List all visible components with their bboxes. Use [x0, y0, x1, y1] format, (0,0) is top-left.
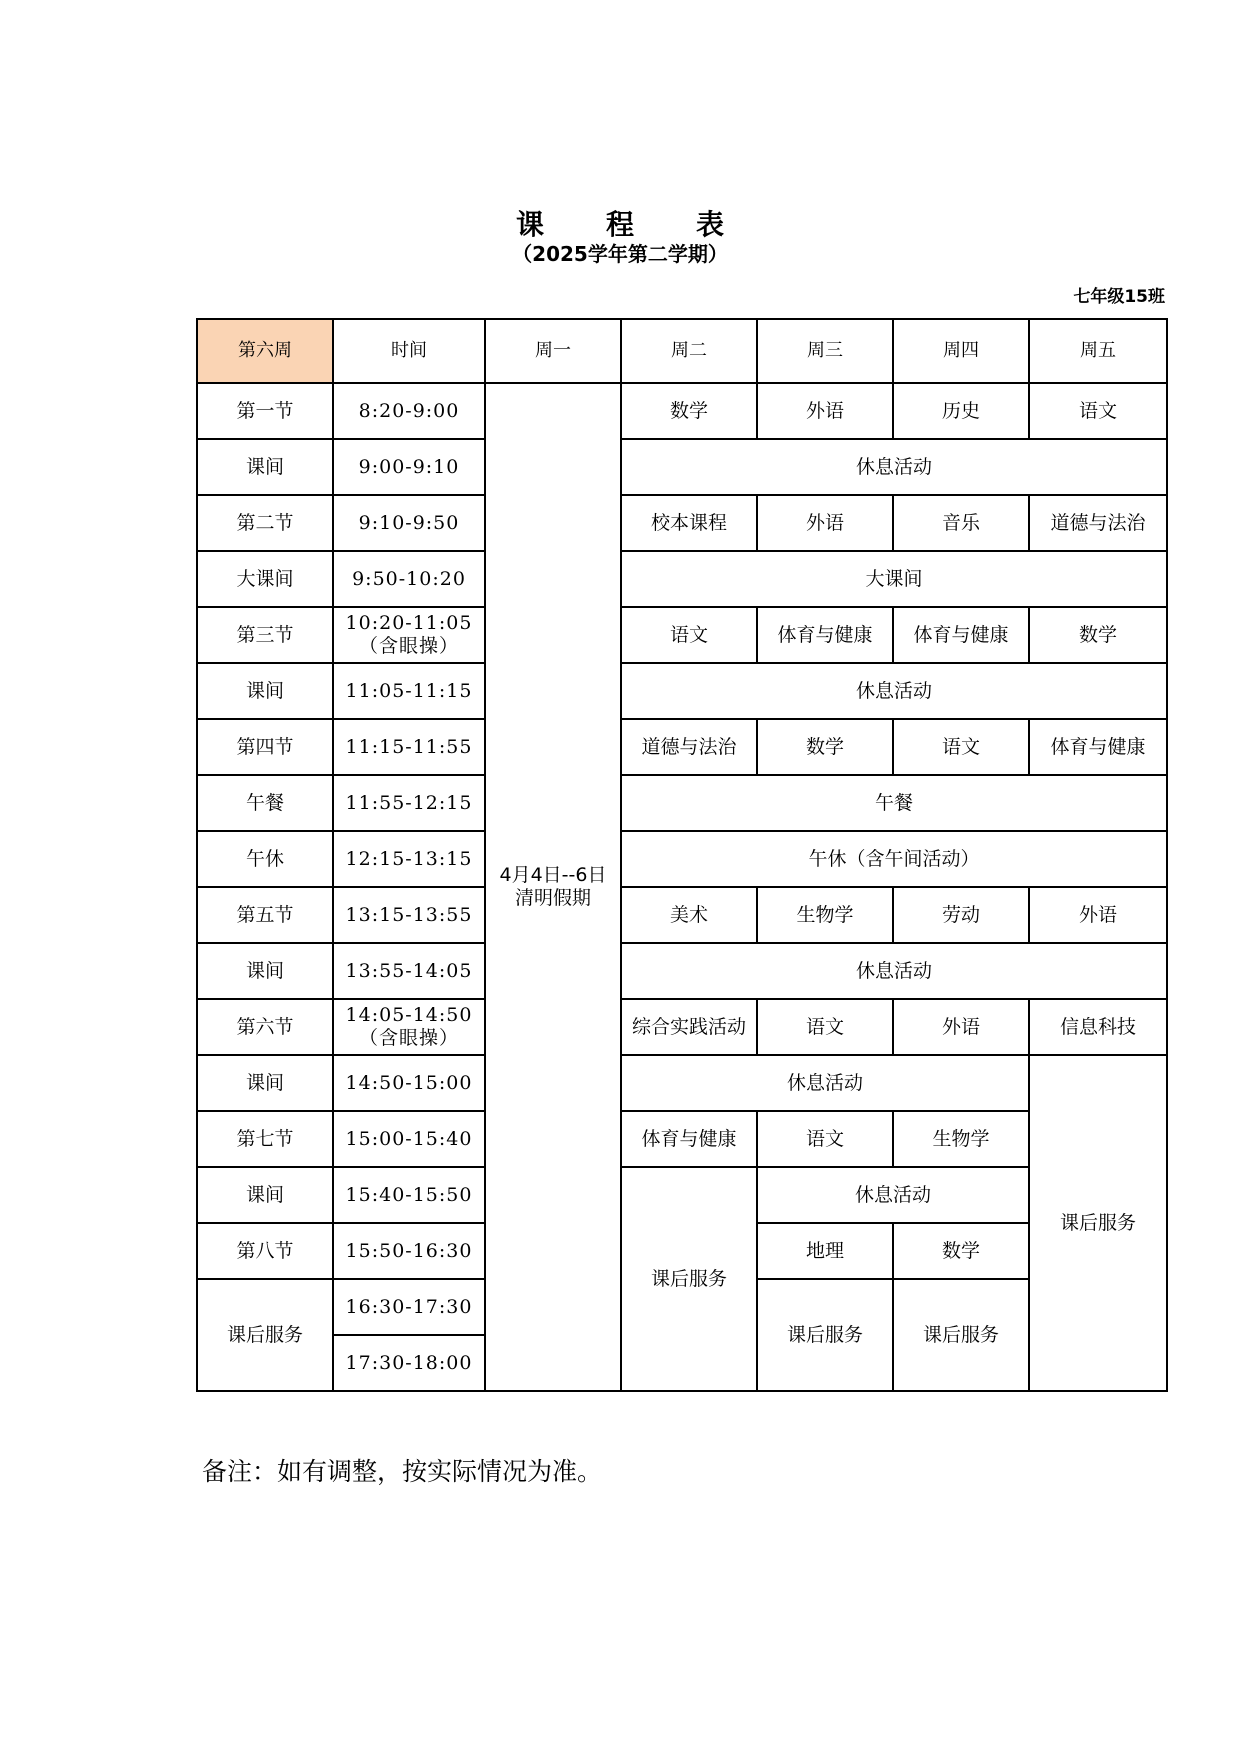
class-cell: 数学 [621, 383, 757, 439]
period-label: 课间 [197, 439, 333, 495]
break-cell: 午餐 [621, 775, 1167, 831]
header-row [197, 319, 1167, 383]
monday-holiday-cell [485, 383, 621, 1391]
class-cell: 语文 [757, 999, 893, 1055]
page-title: 课程表 [515, 208, 786, 241]
schedule-table [196, 318, 1168, 1392]
period-label: 课间 [197, 663, 333, 719]
holiday-name: 清明假期 [514, 887, 591, 909]
break-cell: 休息活动 [621, 1055, 1029, 1111]
after-service-cell: 课后服务 [757, 1279, 893, 1391]
table-row [197, 663, 1167, 719]
break-cell: 休息活动 [757, 1167, 1029, 1223]
period-label: 课间 [197, 1167, 333, 1223]
time-note: （含眼操） [358, 635, 459, 657]
class-cell: 外语 [1029, 887, 1167, 943]
table-row [197, 719, 1167, 775]
class-cell: 数学 [893, 1223, 1029, 1279]
footnote: 备注：如有调整，按实际情况为准。 [202, 1457, 603, 1486]
class-cell: 体育与健康 [621, 1111, 757, 1167]
holiday-dates: 4月4日--6日 [499, 864, 607, 887]
page-subtitle: （2025学年第二学期） [512, 242, 728, 266]
period-label: 课间 [197, 943, 333, 999]
class-cell: 地理 [757, 1223, 893, 1279]
wednesday-header: 周三 [757, 319, 893, 383]
class-cell: 体育与健康 [1029, 719, 1167, 775]
class-cell: 语文 [893, 719, 1029, 775]
class-cell: 外语 [893, 999, 1029, 1055]
time-note: （含眼操） [358, 1027, 459, 1049]
table-row [197, 439, 1167, 495]
class-cell: 语文 [621, 607, 757, 663]
table-row [197, 383, 1167, 439]
time-cell: 9:00-9:10 [333, 439, 485, 495]
time-cell: 17:30-18:00 [333, 1335, 485, 1391]
period-label: 第六节 [197, 999, 333, 1055]
class-cell: 音乐 [893, 495, 1029, 551]
break-cell: 午休（含午间活动） [621, 831, 1167, 887]
class-cell: 体育与健康 [757, 607, 893, 663]
friday-after-service-cell: 课后服务 [1029, 1055, 1167, 1391]
class-cell: 美术 [621, 887, 757, 943]
table-row [197, 1111, 1167, 1167]
time-cell: 16:30-17:30 [333, 1279, 485, 1335]
after-service-cell: 课后服务 [893, 1279, 1029, 1391]
table-row [197, 495, 1167, 551]
period-label: 课后服务 [197, 1279, 333, 1391]
time-cell: 12:15-13:15 [333, 831, 485, 887]
time-cell: 13:15-13:55 [333, 887, 485, 943]
class-cell: 数学 [757, 719, 893, 775]
table-row [197, 607, 1167, 663]
period-label: 第四节 [197, 719, 333, 775]
table-row [197, 1055, 1167, 1111]
period-label: 大课间 [197, 551, 333, 607]
class-cell: 道德与法治 [1029, 495, 1167, 551]
class-cell: 数学 [1029, 607, 1167, 663]
time-cell: 11:05-11:15 [333, 663, 485, 719]
table-row [197, 831, 1167, 887]
time-cell: 14:50-15:00 [333, 1055, 485, 1111]
time-range: 10:20-11:05 [345, 612, 473, 635]
time-cell: 15:50-16:30 [333, 1223, 485, 1279]
tuesday-header: 周二 [621, 319, 757, 383]
break-cell: 大课间 [621, 551, 1167, 607]
time-cell: 9:50-10:20 [333, 551, 485, 607]
period-label: 第三节 [197, 607, 333, 663]
time-cell: 11:15-11:55 [333, 719, 485, 775]
class-cell: 历史 [893, 383, 1029, 439]
period-label: 午休 [197, 831, 333, 887]
period-label: 午餐 [197, 775, 333, 831]
table-row [197, 999, 1167, 1055]
class-cell: 生物学 [893, 1111, 1029, 1167]
time-cell [333, 999, 485, 1055]
class-cell: 体育与健康 [893, 607, 1029, 663]
tuesday-after-service-cell: 课后服务 [621, 1167, 757, 1391]
break-cell: 休息活动 [621, 663, 1167, 719]
period-label: 第一节 [197, 383, 333, 439]
time-cell: 11:55-12:15 [333, 775, 485, 831]
period-label: 课间 [197, 1055, 333, 1111]
time-range: 14:05-14:50 [345, 1004, 473, 1027]
class-cell: 语文 [757, 1111, 893, 1167]
table-row [197, 887, 1167, 943]
time-cell: 15:40-15:50 [333, 1167, 485, 1223]
friday-header: 周五 [1029, 319, 1167, 383]
class-cell: 外语 [757, 495, 893, 551]
class-cell: 劳动 [893, 887, 1029, 943]
time-cell: 9:10-9:50 [333, 495, 485, 551]
class-cell: 校本课程 [621, 495, 757, 551]
period-label: 第七节 [197, 1111, 333, 1167]
table-row [197, 551, 1167, 607]
break-cell: 休息活动 [621, 943, 1167, 999]
monday-header: 周一 [485, 319, 621, 383]
time-cell: 13:55-14:05 [333, 943, 485, 999]
time-header: 时间 [333, 319, 485, 383]
class-cell: 道德与法治 [621, 719, 757, 775]
class-cell: 生物学 [757, 887, 893, 943]
table-row [197, 1167, 1167, 1223]
class-cell: 信息科技 [1029, 999, 1167, 1055]
time-cell: 8:20-9:00 [333, 383, 485, 439]
period-label: 第二节 [197, 495, 333, 551]
time-cell [333, 607, 485, 663]
class-cell: 综合实践活动 [621, 999, 757, 1055]
class-label: 七年级15班 [1073, 287, 1165, 307]
week-header: 第六周 [197, 319, 333, 383]
time-cell: 15:00-15:40 [333, 1111, 485, 1167]
thursday-header: 周四 [893, 319, 1029, 383]
table-row [197, 943, 1167, 999]
table-row [197, 775, 1167, 831]
period-label: 第五节 [197, 887, 333, 943]
break-cell: 休息活动 [621, 439, 1167, 495]
class-cell: 语文 [1029, 383, 1167, 439]
class-cell: 外语 [757, 383, 893, 439]
period-label: 第八节 [197, 1223, 333, 1279]
